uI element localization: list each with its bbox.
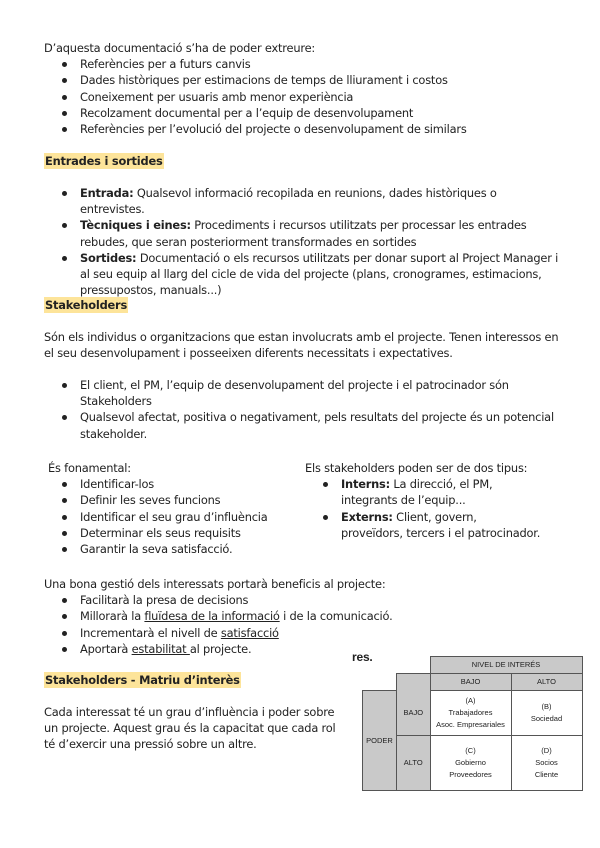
row-alto: ALTO: [397, 736, 431, 791]
column-title: Els stakeholders poden ser de dos tipus:: [305, 461, 528, 475]
cell-text: Asoc. Empresariales: [436, 720, 505, 729]
stakeholders-paragraph: Són els individus o organitzacions que estan involucrats amb el projecte. Tenen interessos en el seu desenvolupament i posseeixen diferents necessitats i expectatives.: [44, 330, 559, 361]
list-item: Dades històriques per estimacions de temps de lliurament i costos: [80, 72, 564, 88]
underlined-text: fluïdesa de la informació: [144, 609, 280, 624]
heading-matriu-interes: Stakeholders - Matriu d’interès: [45, 673, 240, 687]
column-title: És fonamental:: [48, 461, 131, 475]
list-item: Qualsevol afectat, positiva o negativament, pels resultats del projecte és un potencial stakeholder.: [80, 409, 564, 441]
list-item: Referències per a futurs canvis: [80, 56, 564, 72]
list-item: [80, 217, 564, 249]
list-item: [80, 185, 564, 217]
cell-text: Proveedores: [449, 770, 492, 779]
list-item: Facilitarà la presa de decisions: [80, 592, 564, 608]
term: Interns:: [341, 477, 390, 492]
term: Sortides:: [80, 250, 137, 265]
list-item: [341, 509, 541, 541]
definition: La direcció, el PM, integrants de l’equip...: [341, 477, 493, 508]
io-section: [44, 185, 564, 298]
benefits-section: [44, 576, 564, 657]
image-fragment-text: res.: [352, 650, 373, 664]
cell-label: (D): [541, 746, 552, 755]
cell-text: Gobierno: [455, 758, 486, 767]
definition: Documentació o els recursos utilitzats per donar suport al Project Manager i al seu equip al llarg del cicle de vida del projecte (plans, cronogrames, estimacions, pressupostos, manuals...): [80, 250, 559, 298]
underlined-text: estabilitat: [131, 641, 190, 656]
text: al projecte.: [189, 641, 252, 656]
header-nivel-interes: NIVEL DE INTERÉS: [430, 657, 582, 674]
cell-d: [511, 736, 582, 791]
list-item: Garantir la seva satisfacció.: [80, 541, 298, 557]
list-item: Recolzament documental per a l’equip de desenvolupament: [80, 105, 564, 121]
list-item: Identificar-los: [80, 476, 298, 492]
cell-text: Socios: [535, 758, 558, 767]
term: Entrada:: [80, 186, 134, 200]
text: Incrementarà el nivell de: [80, 625, 221, 640]
intro-section: [44, 40, 564, 137]
list-item: Determinar els seus requisits: [80, 525, 298, 541]
text: Millorarà la: [80, 609, 145, 624]
intro-text: D’aquesta documentació s’ha de poder extreure:: [44, 41, 316, 55]
heading-stakeholders: Stakeholders: [45, 298, 128, 312]
cell-b: [511, 691, 582, 736]
list-item: El client, el PM, l’equip de desenvolupament del projecte i el patrocinador són Stakeholders: [80, 377, 564, 409]
cell-a: [430, 691, 511, 736]
cell-label: (B): [541, 702, 552, 711]
row-bajo: BAJO: [397, 691, 431, 736]
text: Aportarà: [80, 641, 132, 656]
list-item: [341, 476, 541, 508]
benefits-title: Una bona gestió dels interessats portarà beneficis al projecte:: [44, 577, 386, 591]
cell-text: Sociedad: [530, 714, 563, 723]
types-column: [305, 460, 555, 541]
definition: Client, govern, proveïdors, tercers i el patrocinador.: [341, 509, 541, 540]
list-item: [80, 625, 564, 641]
list-item: Referències per l’evolució del projecte o desenvolupament de similars: [80, 121, 564, 137]
definition: Procediments i recursos utilitzats per processar les entrades rebudes, que seran posteriorment transformades en sortides: [80, 218, 527, 249]
cell-label: (A): [465, 696, 476, 705]
row-poder: PODER: [363, 691, 397, 791]
col-bajo: BAJO: [430, 674, 511, 691]
heading-entrades-sortides: Entrades i sortides: [45, 154, 163, 168]
cell-label: (C): [465, 746, 476, 755]
cell-c: [430, 736, 511, 791]
definition: Qualsevol informació recopilada en reunions, dades històriques o entrevistes.: [80, 186, 497, 217]
list-item: [80, 250, 564, 299]
list-item: Definir les seves funcions: [80, 492, 298, 508]
term: Tècniques i eines:: [80, 218, 191, 233]
list-item: Identificar el seu grau d’influència: [80, 509, 298, 525]
text: i de la comunicació.: [279, 609, 393, 624]
list-item: Coneixement per usuaris amb menor experiència: [80, 89, 564, 105]
cell-text: Trabajadores: [448, 708, 493, 717]
matrix-paragraph: Cada interessat té un grau d’influència i poder sobre un projecte. Aquest grau és la capacitat que cada rol té d’exercir una pressió sobre un altre.: [44, 705, 336, 752]
fonamental-column: [48, 460, 298, 557]
list-item: [80, 641, 564, 657]
cell-text: Cliente: [534, 770, 559, 779]
list-item: [80, 608, 564, 624]
underlined-text: satisfacció: [220, 625, 279, 640]
term: Externs:: [341, 509, 393, 524]
col-alto: ALTO: [511, 674, 582, 691]
interest-matrix-image: [362, 656, 583, 791]
stakeholders-list: [44, 377, 564, 442]
